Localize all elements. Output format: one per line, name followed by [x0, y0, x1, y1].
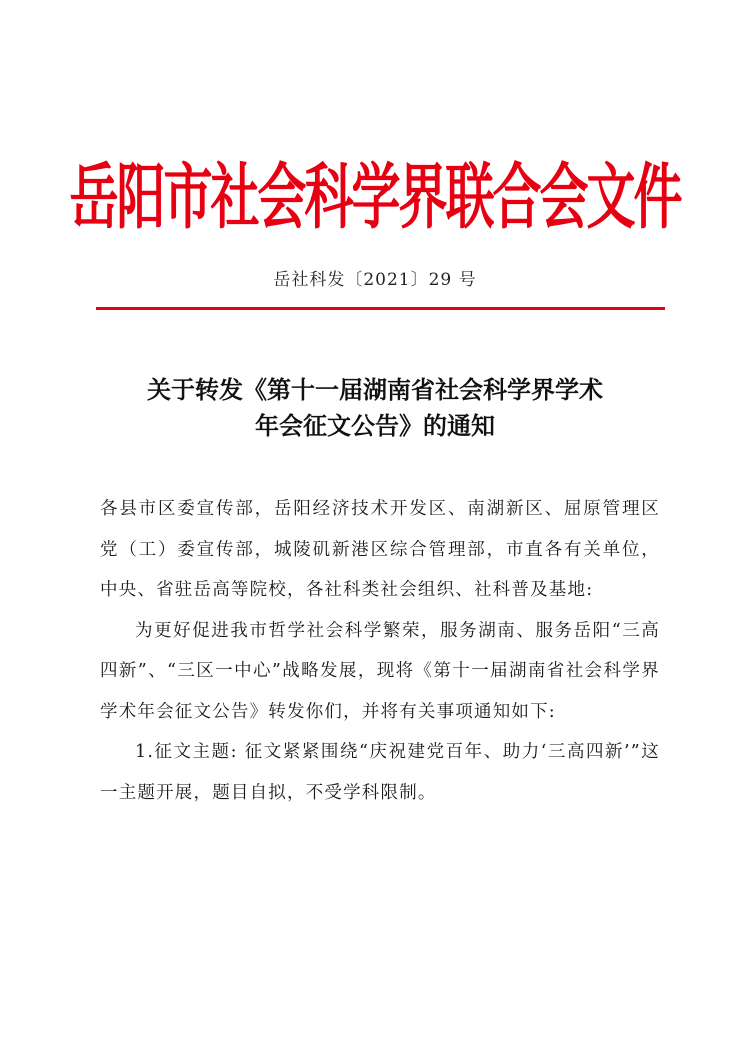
item-1-paragraph: 1.征文主题: 征文紧紧围绕“庆祝建党百年、助力‘三高四新’”这一主题开展，题目自拟，不受学科限制。 — [100, 742, 660, 803]
title-line-2: 年会征文公告》的通知 — [255, 411, 495, 440]
document-title — [70, 372, 680, 444]
document-body — [100, 489, 660, 813]
masthead-title: 岳阳市社会科学界联合会文件 — [69, 154, 681, 239]
intro-paragraph: 为更好促进我市哲学社会科学繁荣，服务湖南、服务岳阳“三高四新”、“三区一中心”战略发展，现将《第十一届湖南省社会科学界学术年会征文公告》转发你们，并将有关事项通知如下: — [100, 620, 660, 722]
red-separator-line — [96, 307, 665, 310]
document-number: 岳社科发〔2021〕29 号 — [273, 270, 477, 290]
salutation-paragraph: 各县市区委宣传部，岳阳经济技术开发区、南湖新区、屈原管理区党（工）委宣传部，城陵矶新港区综合管理部，市直各有关单位，中央、省驻岳高等院校，各社科类社会组织、社科普及基地: — [100, 499, 660, 600]
title-line-1: 关于转发《第十一届湖南省社会科学界学术 — [147, 375, 603, 404]
